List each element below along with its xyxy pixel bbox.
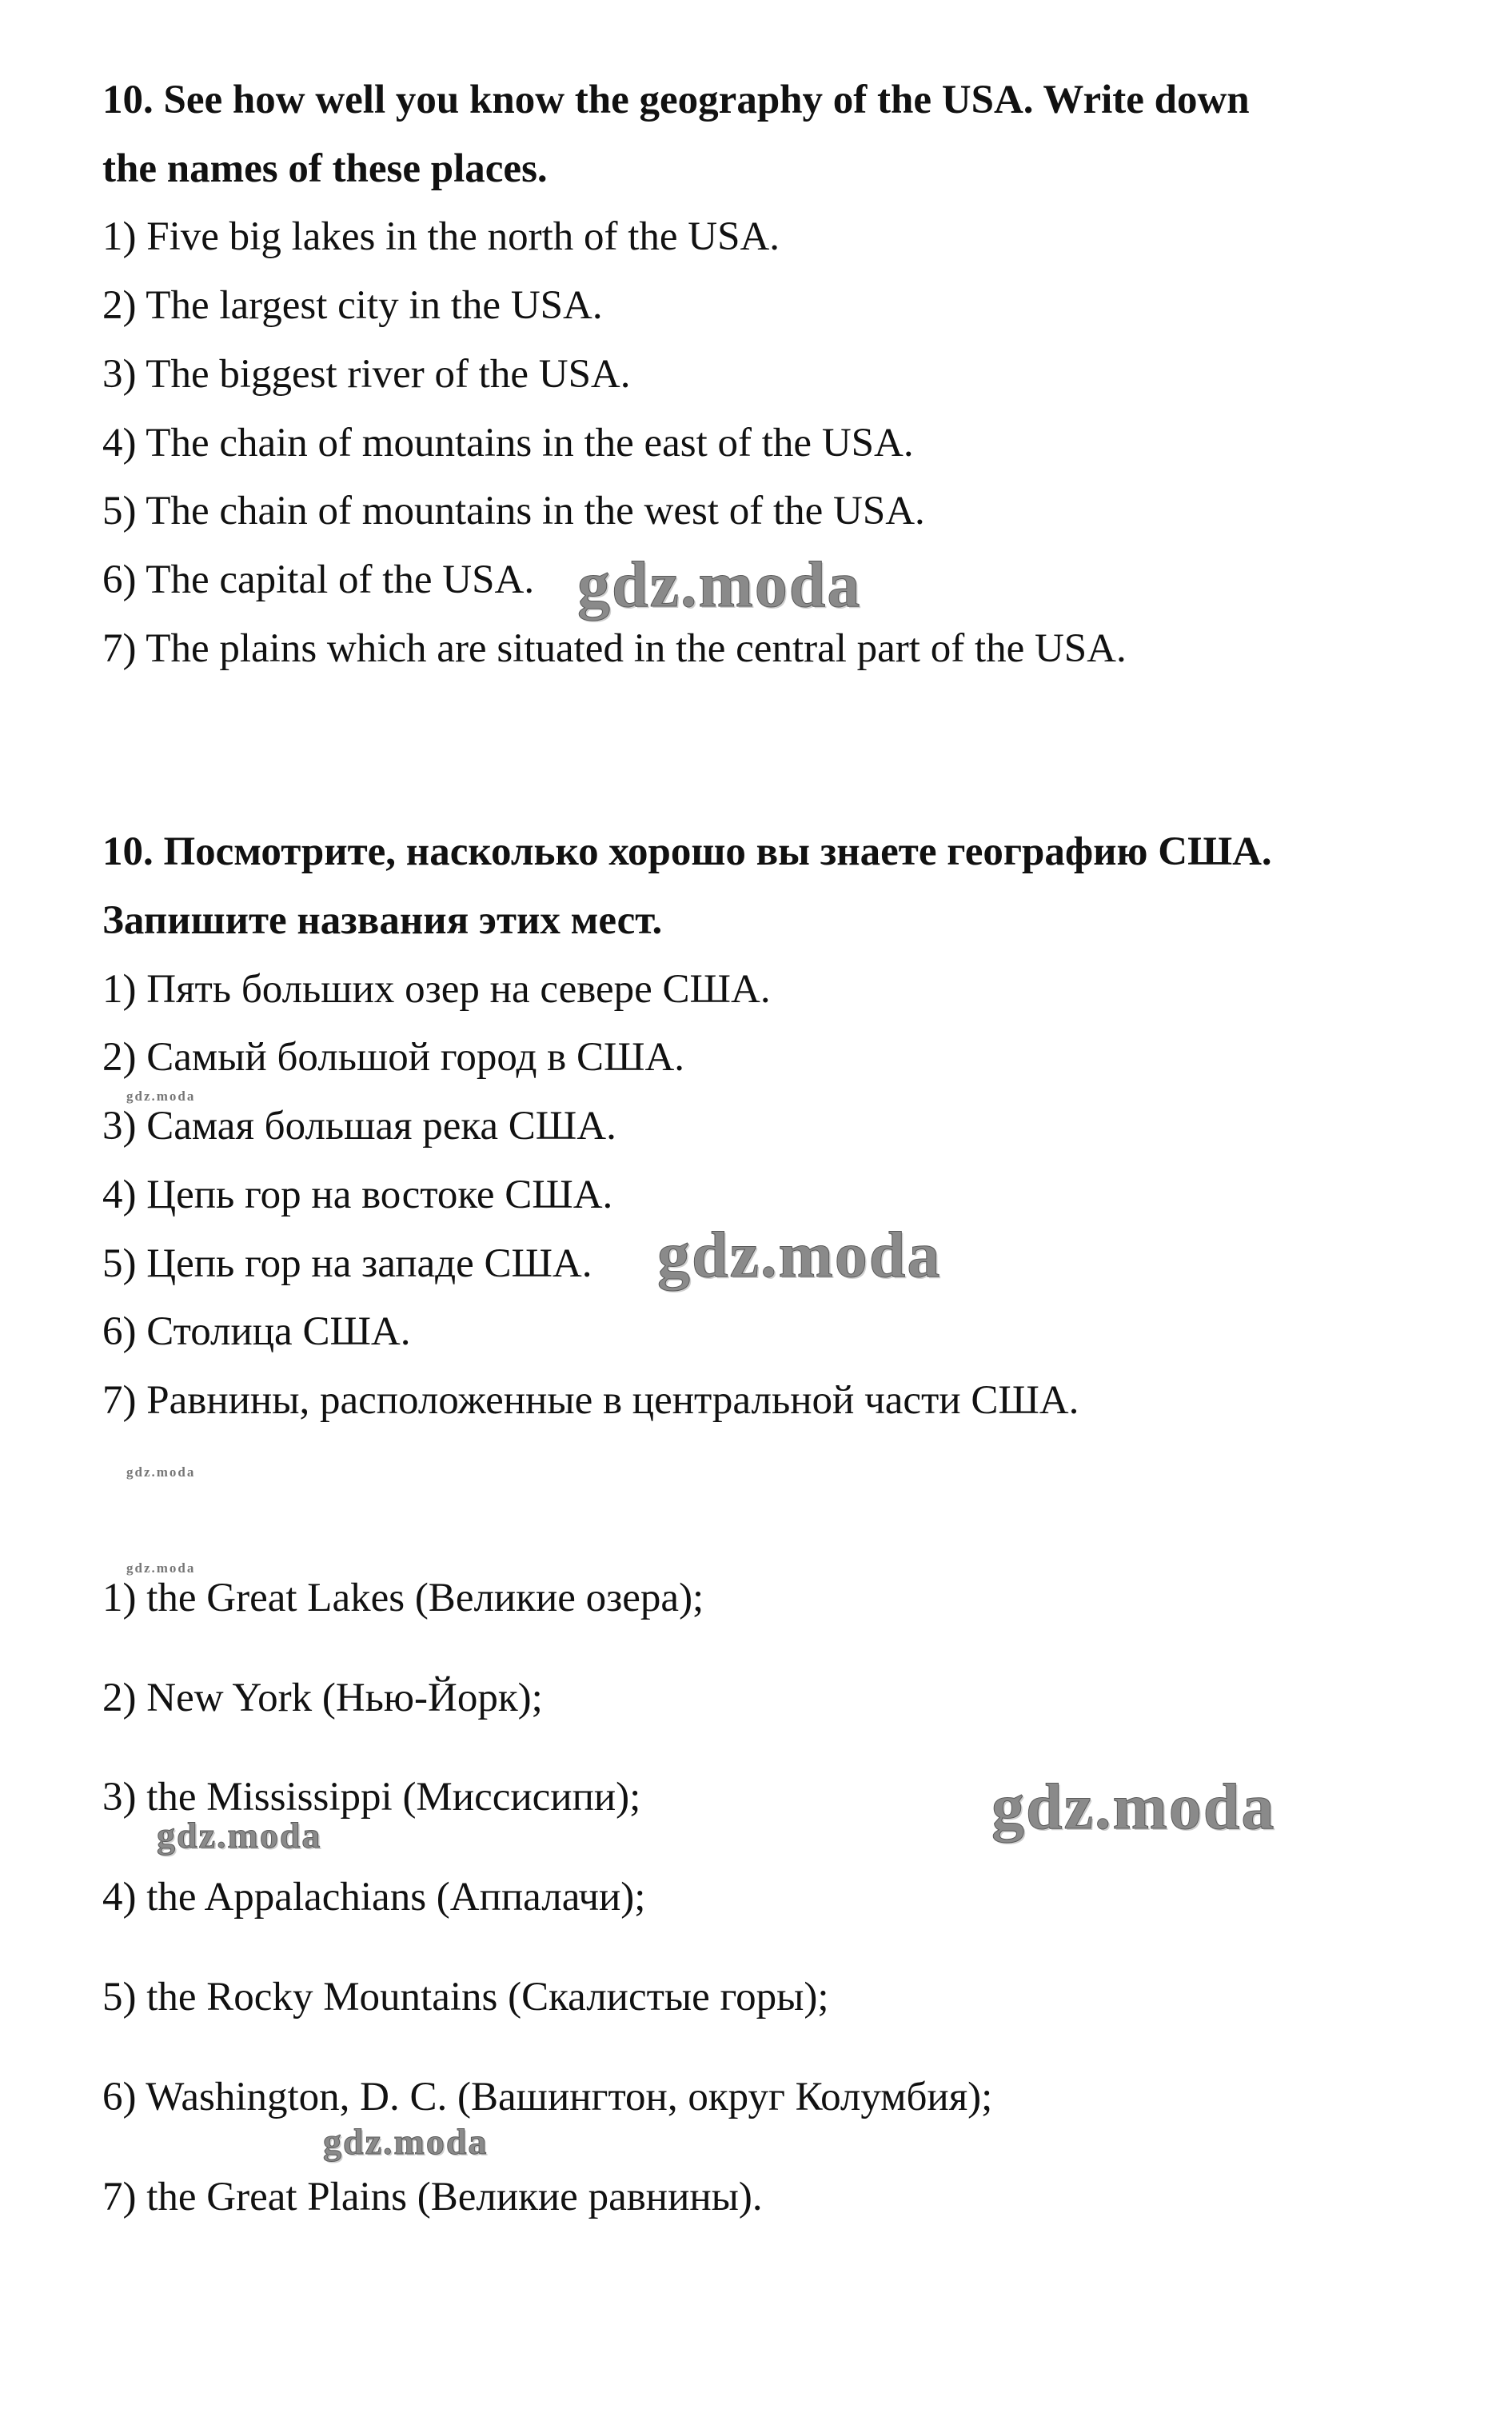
english-item-4: 4) The chain of mountains in the east of the USA. [102,421,914,465]
english-heading-line-2: the names of these places. [102,146,548,191]
watermark-logo: gdz.moda [323,2121,489,2162]
english-item-1: 1) Five big lakes in the north of the USA. [102,214,780,259]
english-heading-line-1: 10. See how well you know the geography of the USA. Write down [102,78,1250,122]
watermark-logo: gdz.moda [126,1464,196,1480]
watermark-logo: gdz.moda [577,548,862,621]
russian-item-7: 7) Равнины, расположенные в центральной части США. [102,1378,1079,1423]
english-item-2: 2) The largest city in the USA. [102,283,603,328]
english-item-7: 7) The plains which are situated in the central part of the USA. [102,626,1127,671]
russian-item-4: 4) Цепь гор на востоке США. [102,1173,613,1217]
answer-7: 7) the Great Plains (Великие равнины). [102,2175,763,2219]
russian-item-2: 2) Самый большой город в США. [102,1035,685,1080]
russian-heading-line-1: 10. Посмотрите, насколько хорошо вы знаете географию США. [102,829,1272,874]
watermark-logo: gdz.moda [991,1770,1276,1843]
english-item-5: 5) The chain of mountains in the west of the USA. [102,489,925,533]
answer-6: 6) Washington, D. C. (Вашингтон, округ Колумбия); [102,2075,993,2119]
russian-item-6: 6) Столица США. [102,1309,411,1354]
answer-3: 3) the Mississippi (Миссисипи); [102,1775,641,1820]
answer-4: 4) the Appalachians (Аппалачи); [102,1875,646,1920]
russian-heading-line-2: Запишите названия этих мест. [102,898,663,943]
russian-item-3: 3) Самая большая река США. [102,1104,616,1149]
watermark-logo: gdz.moda [126,1560,196,1576]
russian-item-1: 1) Пять больших озер на севере США. [102,967,771,1012]
russian-item-5: 5) Цепь гор на западе США. [102,1241,592,1286]
answer-1: 1) the Great Lakes (Великие озера); [102,1576,704,1620]
english-item-6: 6) The capital of the USA. [102,557,535,602]
watermark-logo: gdz.moda [657,1218,942,1291]
watermark-logo: gdz.moda [126,1089,196,1104]
answer-5: 5) the Rocky Mountains (Скалистые горы); [102,1975,829,2019]
watermark-logo: gdz.moda [157,1815,322,1856]
answer-2: 2) New York (Нью-Йорк); [102,1676,543,1720]
english-item-3: 3) The biggest river of the USA. [102,352,631,397]
